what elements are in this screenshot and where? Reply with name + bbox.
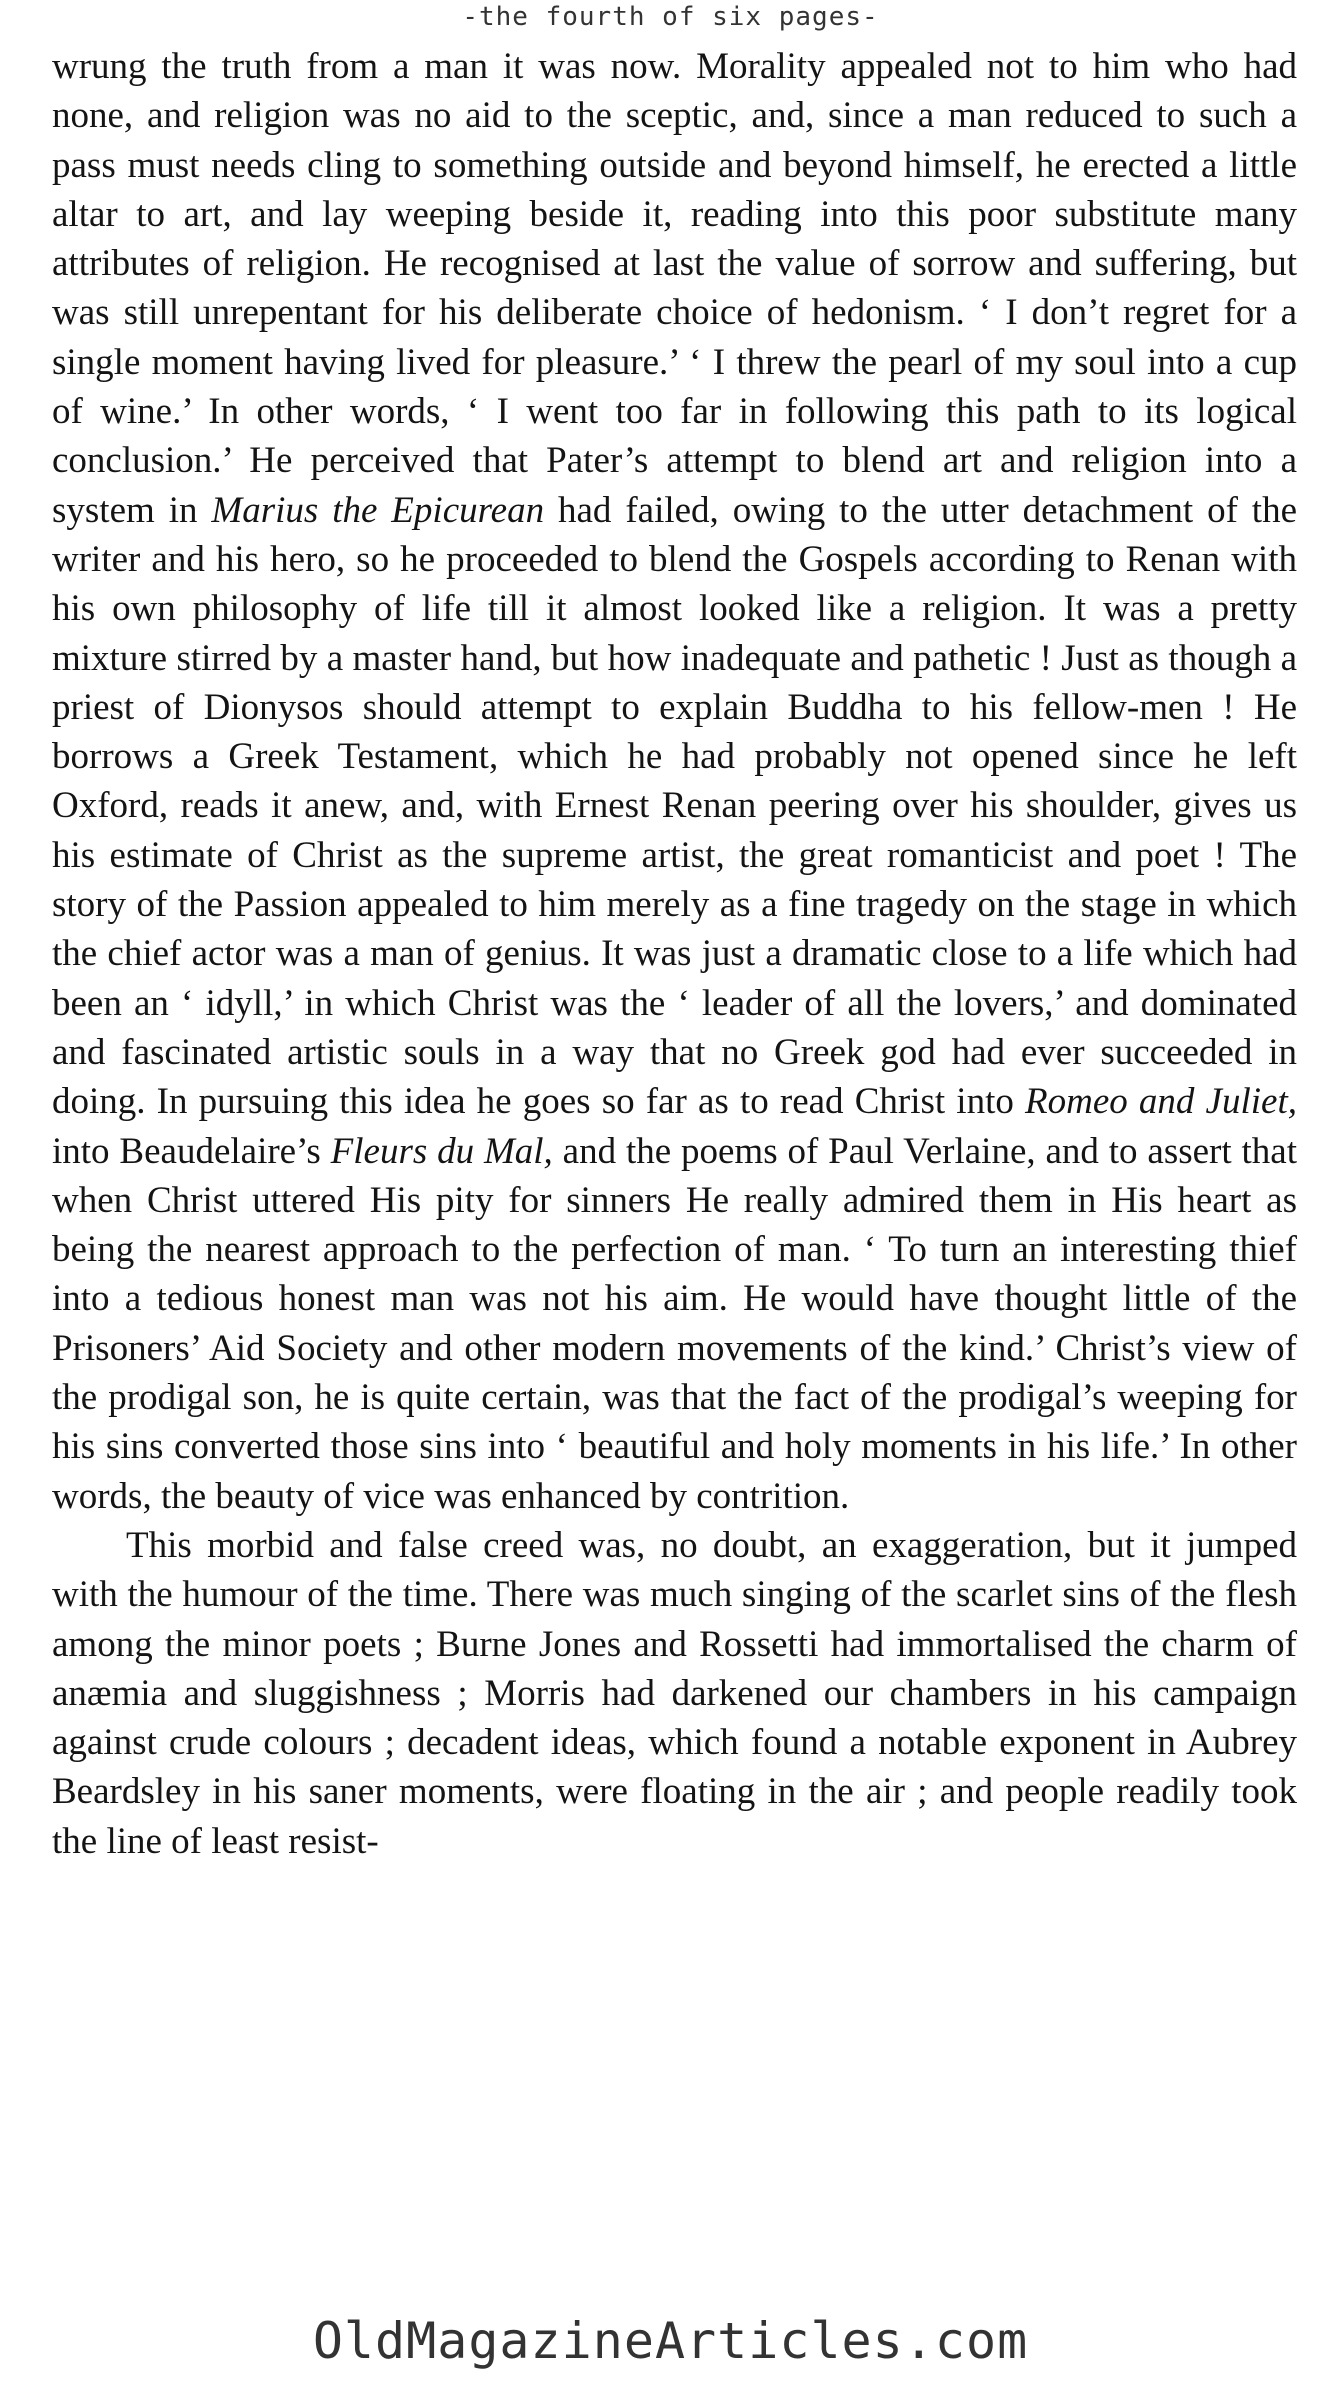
italic-title: Fleurs du Mal, — [330, 1130, 553, 1172]
body-text — [52, 42, 1297, 1866]
text-run: and the poems of Paul Verlaine, and to assert that when Christ uttered His pity for sinners He really admired them in His heart as being the nearest approach to the perfection of man. ‘ To turn an interesting thief into a tedious honest man was not his aim. He would have thought little of the Prisoners’ Aid Society and other modern movements of the kind.’ Christ’s view of the prodigal son, he is quite certain, was that the fact of the prodigal’s weeping for his sins converted those sins into ‘ beautiful and holy moments in his life.’ In other words, the beauty of vice was enhanced by contrition. — [52, 1130, 1297, 1517]
text-run: had failed, owing to the utter detachment of the writer and his hero, so he proceeded to blend the Gospels according to Renan with his own philosophy of life till it almost looked like a religion. It was a pretty mixture stirred by a master hand, but how inadequate and pathetic ! Just as though a priest of Dionysos should attempt to explain Buddha to his fellow-men ! He borrows a Greek Testament, which he had probably not opened since he left Oxford, reads it anew, and, with Ernest Renan peering over his shoulder, gives us his estimate of Christ as the supreme artist, the great romanticist and poet ! The story of the Passion appealed to him merely as a fine tragedy on the stage in which the chief actor was a man of genius. It was just a dramatic close to a life which had been an ‘ idyll,’ in which Christ was the ‘ leader of all the lovers,’ and dominated and fascinated artistic souls in a way that no Greek god had ever succeeded in doing. In pursuing this idea he goes so far as to read Christ into — [52, 489, 1298, 1123]
running-head: -the fourth of six pages- — [462, 2, 879, 32]
text-run: into Beaudelaire’s — [52, 1130, 331, 1172]
italic-title: Romeo and Juliet, — [1025, 1081, 1297, 1123]
text-run: This morbid and false creed was, no doubt, an exaggeration, but it jumped with the humour of the time. There was much singing of the scarlet sins of the flesh among the minor poets ; Burne Jones and Rossetti had immortalised the charm of anæmia and sluggishness ; Morris had darkened our chambers in his campaign against crude colours ; decadent ideas, which found a notable exponent in Aubrey Beardsley in his saner moments, were floating in the air ; and people readily took the line of least resist- — [52, 1524, 1297, 1862]
italic-title: Marius the Epicurean — [211, 489, 545, 531]
paragraph-2 — [52, 1521, 1297, 1866]
paragraph-1 — [52, 42, 1297, 1521]
watermark-logo: OldMagazineArticles.com — [312, 2312, 1029, 2370]
text-run: wrung the truth from a man it was now. Morality appealed not to him who had none, and religion was no aid to the sceptic, and, since a man reduced to such a pass must needs cling to something outside and beyond himself, he erected a little altar to art, and lay weeping beside it, reading into this poor substitute many attributes of religion. He recognised at last the value of sorrow and suffering, but was still unrepentant for his deliberate choice of hedonism. ‘ I don’t regret for a single moment having lived for pleasure.’ ‘ I threw the pearl of my soul into a cup of wine.’ In other words, ‘ I went too far in following this path to its logical conclusion.’ He perceived that Pater’s attempt to blend art and religion into a system in — [52, 46, 1297, 531]
